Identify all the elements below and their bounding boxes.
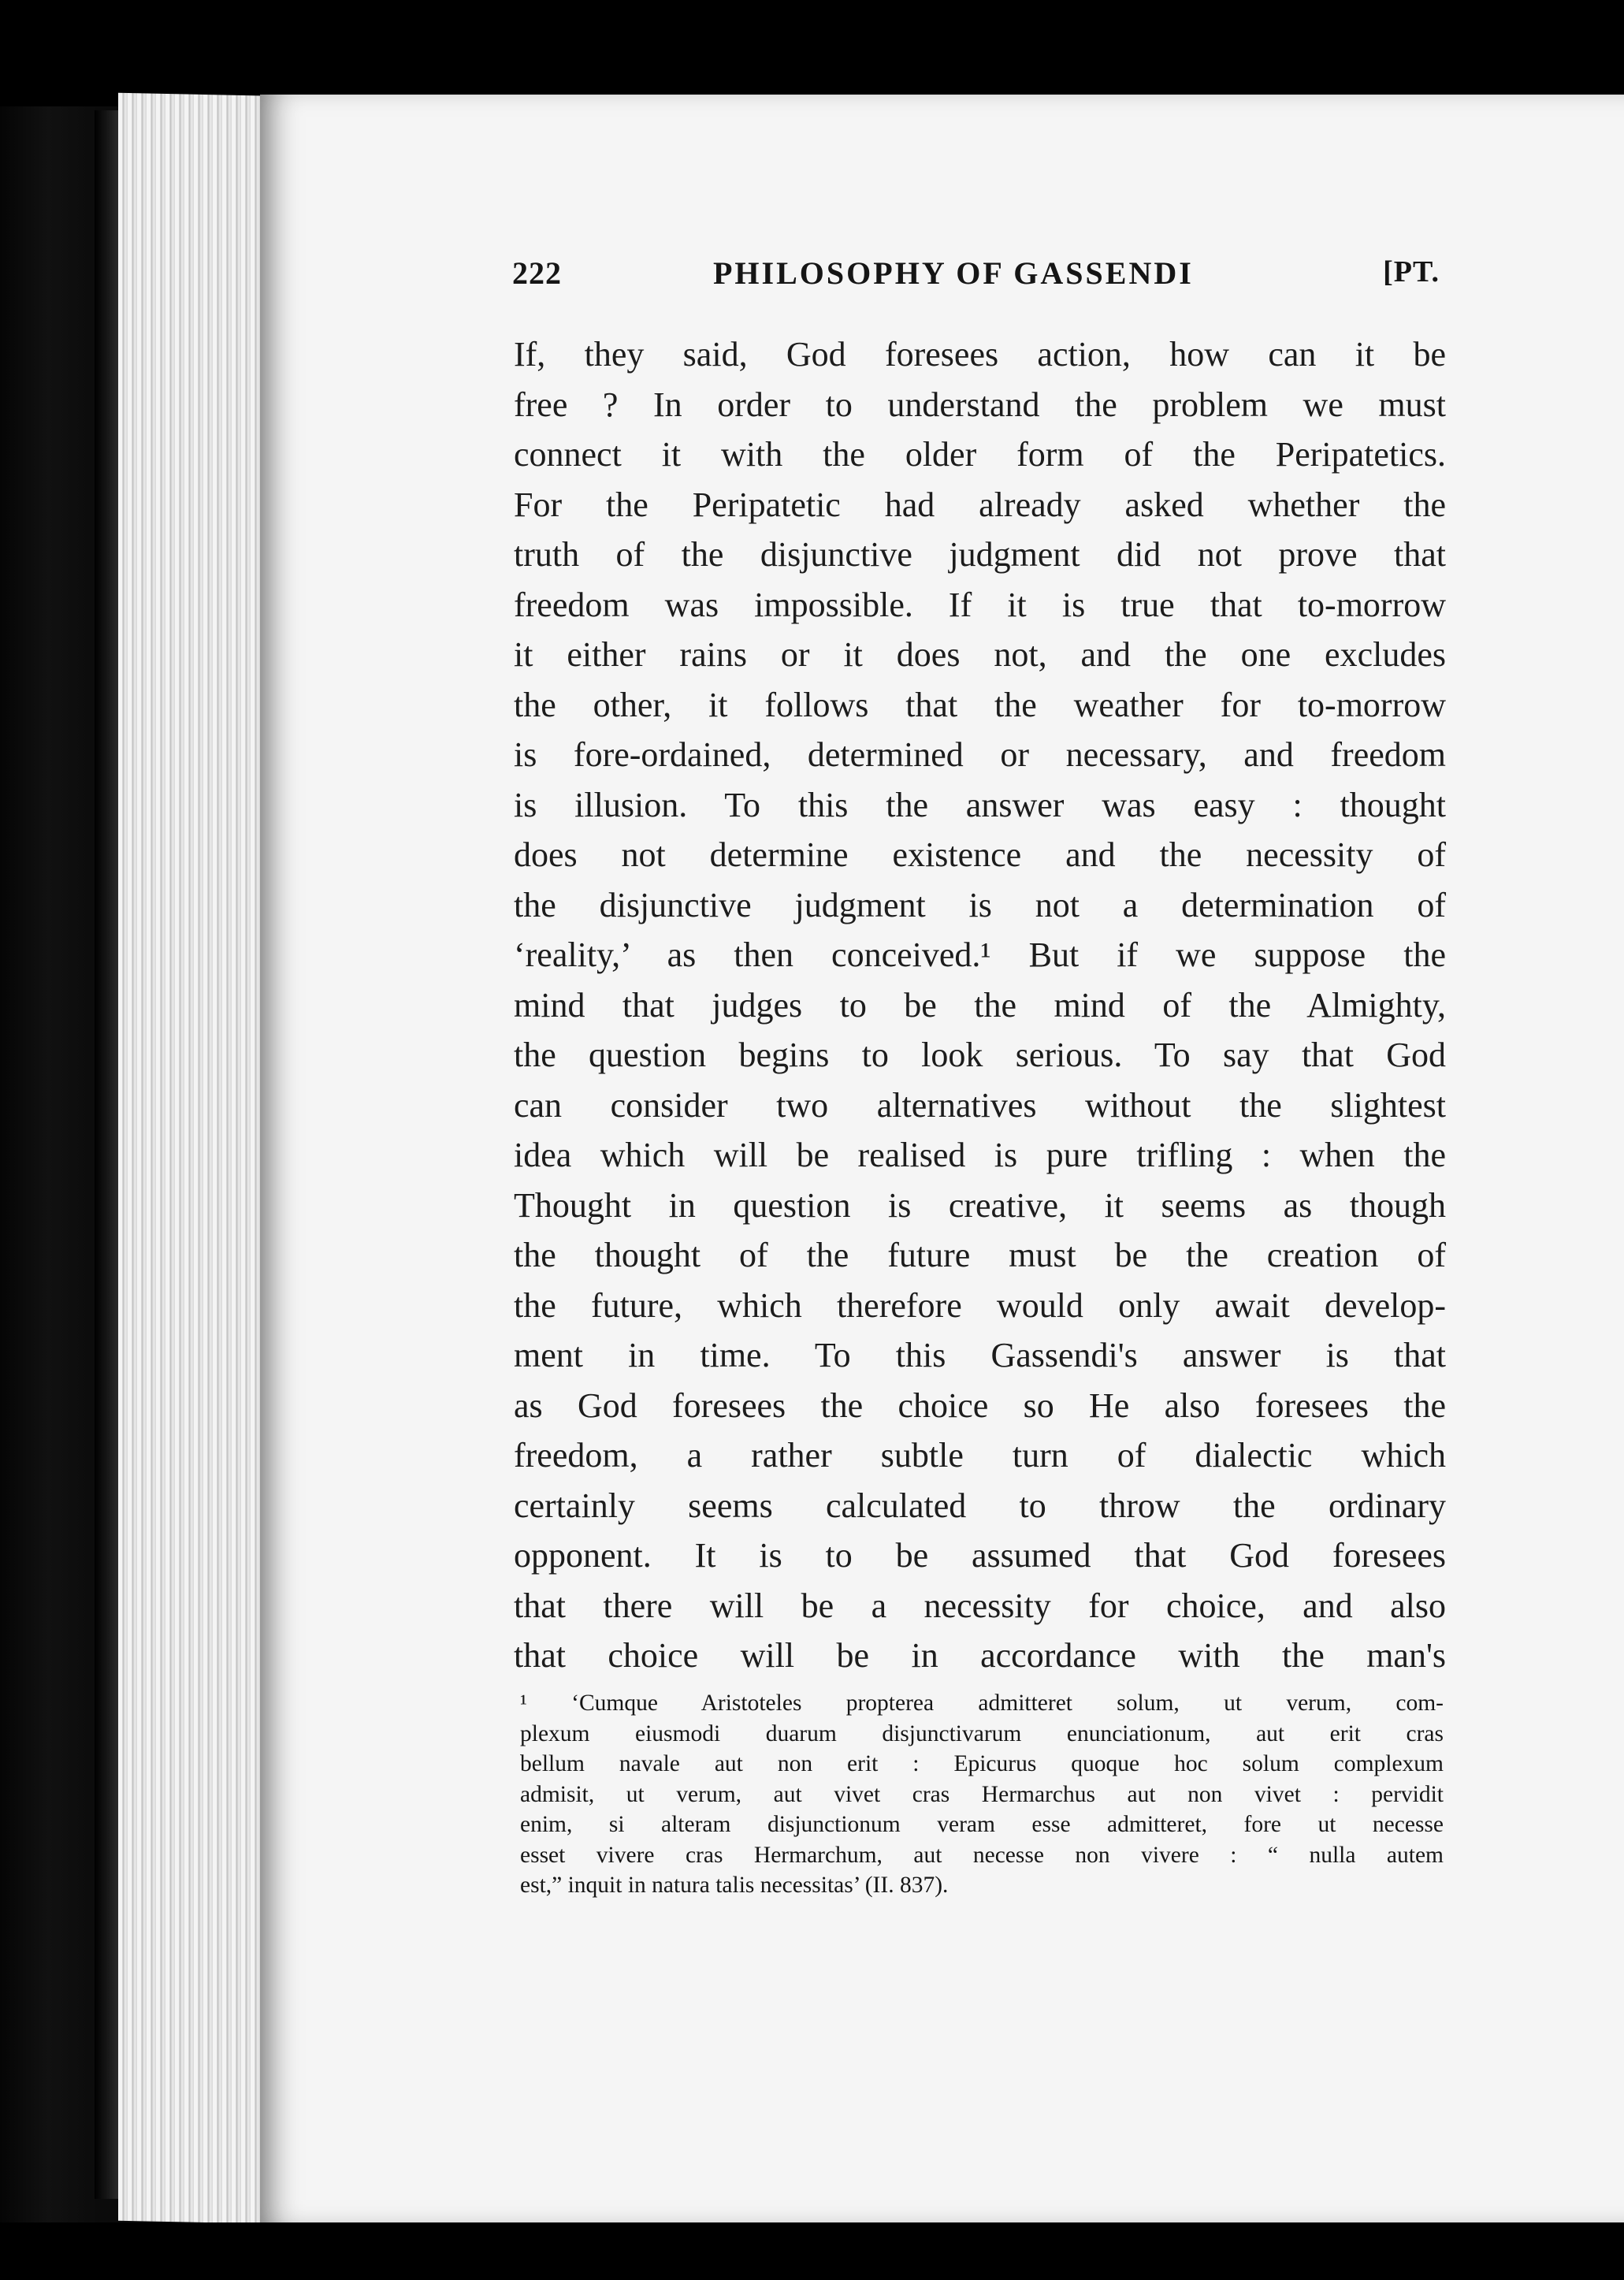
body-line: the thought of the future must be the creation of	[514, 1236, 1446, 1274]
footnote-line: admisit, ut verum, aut vivet cras Hermarchus aut non vivet : pervidit	[520, 1781, 1444, 1807]
footnote-line: bellum navale aut non erit : Epicurus quoque hoc solum complexum	[520, 1751, 1444, 1776]
running-head: PHILOSOPHY OF GASSENDI	[713, 255, 1194, 291]
body-line: as God foresees the choice so He also foresees the	[514, 1385, 1446, 1425]
body-line: Thought in question is creative, it seems as though	[514, 1185, 1446, 1225]
body-line: the question begins to look serious. To say that God	[514, 1036, 1446, 1074]
footnote	[520, 1688, 1444, 1901]
page-number: 222	[512, 255, 562, 291]
body-line: If, they said, God foresees action, how can it be	[514, 335, 1446, 374]
footnote-line: ¹ ‘Cumque Aristoteles propterea admitteret solum, ut verum, com-	[520, 1690, 1444, 1716]
body-line: that choice will be in accordance with the man's	[514, 1636, 1446, 1675]
footnote-line: est,” inquit in natura talis necessitas’ (II. 837).	[520, 1873, 949, 1898]
body-line: For the Peripatetic had already asked whether the	[514, 485, 1446, 524]
body-line: can consider two alternatives without the slightest	[514, 1085, 1446, 1125]
footnote-line: esset vivere cras Hermarchum, aut necesse non vivere : “ nulla autem	[520, 1842, 1444, 1868]
body-line: free ? In order to understand the problem we must	[514, 385, 1446, 424]
body-line: is fore-ordained, determined or necessary, and freedom	[514, 735, 1446, 774]
scan-top-border	[0, 0, 1624, 106]
body-line: is illusion. To this the answer was easy : thought	[514, 785, 1446, 824]
body-line: connect it with the older form of the Peripatetics.	[514, 435, 1446, 474]
body-line: idea which will be realised is pure trifling : when the	[514, 1136, 1446, 1174]
body-line: freedom, a rather subtle turn of dialectic which	[514, 1436, 1446, 1475]
body-line: certainly seems calculated to throw the ordinary	[514, 1486, 1446, 1525]
scan-bottom-border	[0, 2222, 1624, 2280]
footnote-line: plexum eiusmodi duarum disjunctivarum enunciationum, aut erit cras	[520, 1720, 1444, 1746]
footnote-line: enim, si alteram disjunctionum veram esse admitteret, fore ut necesse	[520, 1812, 1444, 1837]
part-mark: [PT.	[1383, 255, 1440, 288]
body-line: ‘reality,’ as then conceived.¹ But if we suppose the	[514, 935, 1446, 974]
body-line: it either rains or it does not, and the one excludes	[514, 635, 1446, 674]
body-text	[514, 329, 1446, 1681]
body-line: freedom was impossible. If it is true that to-morrow	[514, 585, 1446, 624]
body-line: the future, which therefore would only await develop-	[514, 1285, 1446, 1325]
body-line: opponent. It is to be assumed that God foresees	[514, 1536, 1446, 1575]
body-line: mind that judges to be the mind of the Almighty,	[514, 985, 1446, 1025]
body-line: the disjunctive judgment is not a determination of	[514, 885, 1446, 924]
body-line: that there will be a necessity for choice, and also	[514, 1586, 1446, 1625]
body-line: the other, it follows that the weather for to-morrow	[514, 685, 1446, 724]
page-header	[512, 255, 1446, 302]
body-line: truth of the disjunctive judgment did not prove that	[514, 535, 1446, 574]
body-line: does not determine existence and the necessity of	[514, 835, 1446, 874]
body-line: ment in time. To this Gassendi's answer is that	[514, 1336, 1446, 1374]
